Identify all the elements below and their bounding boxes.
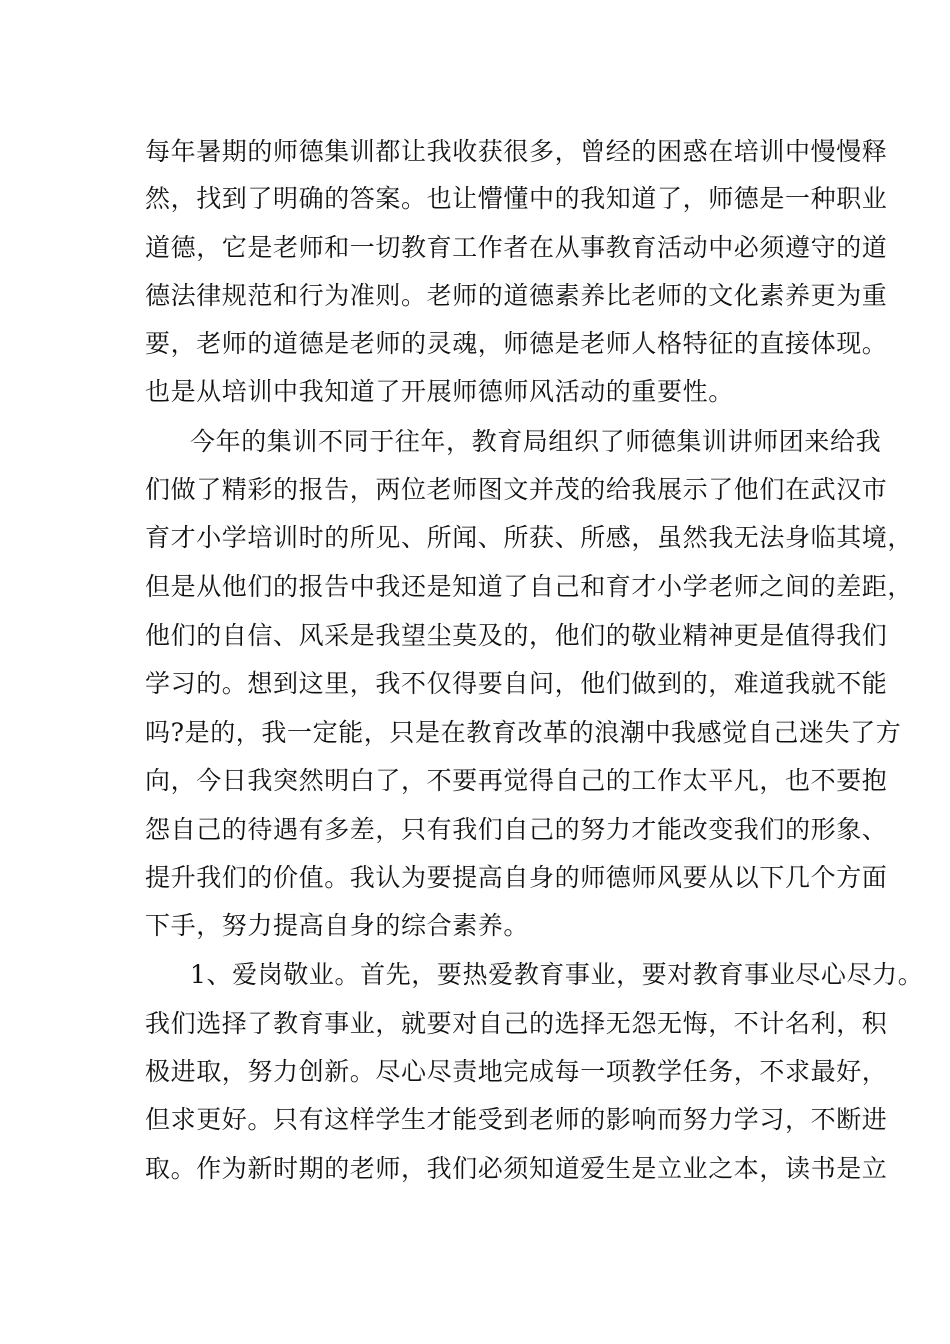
- text-line: 取。作为新时期的老师，我们必须知道爱生是立业之本，读书是立: [145, 1154, 888, 1183]
- paragraph-first-line: 1、爱岗敬业。首先，要热爱教育事业，要对教育事业尽心尽力。: [190, 960, 924, 989]
- text-line: 育才小学培训时的所见、所闻、所获、所感，虽然我无法身临其境，: [145, 523, 914, 552]
- text-line: 但求更好。只有这样学生才能受到老师的影响而努力学习，不断进: [145, 1105, 888, 1134]
- text-line: 也是从培训中我知道了开展师德师风活动的重要性。: [145, 377, 734, 406]
- text-line: 提升我们的价值。我认为要提高自身的师德师风要从以下几个方面: [145, 863, 888, 892]
- text-line: 然，找到了明确的答案。也让懵懂中的我知道了，师德是一种职业: [145, 184, 888, 213]
- text-line: 极进取，努力创新。尽心尽责地完成每一项教学任务，不求最好，: [145, 1057, 888, 1086]
- text-line: 要，老师的道德是老师的灵魂，师德是老师人格特征的直接体现。: [145, 329, 888, 358]
- text-line: 他们的自信、风采是我望尘莫及的，他们的敬业精神更是值得我们: [145, 621, 888, 650]
- text-line: 学习的。想到这里，我不仅得要自问，他们做到的，难道我就不能: [145, 669, 888, 698]
- text-line: 吗?是的，我一定能，只是在教育改革的浪潮中我感觉自己迷失了方: [145, 718, 902, 747]
- text-line: 我们选择了教育事业，就要对自己的选择无怨无悔，不计名利，积: [145, 1009, 888, 1038]
- text-line: 每年暑期的师德集训都让我收获很多，曾经的困惑在培训中慢慢释: [145, 137, 888, 166]
- text-line: 怨自己的待遇有多差，只有我们自己的努力才能改变我们的形象、: [145, 815, 888, 844]
- text-line: 德法律规范和行为准则。老师的道德素养比老师的文化素养更为重: [145, 281, 888, 310]
- text-line: 下手，努力提高自身的综合素养。: [145, 911, 530, 940]
- text-line: 但是从他们的报告中我还是知道了自己和育才小学老师之间的差距，: [145, 572, 914, 601]
- paragraph-first-line: 今年的集训不同于往年，教育局组织了师德集训讲师团来给我: [190, 427, 882, 456]
- text-line: 们做了精彩的报告，两位老师图文并茂的给我展示了他们在武汉市: [145, 475, 888, 504]
- text-line: 向，今日我突然明白了，不要再觉得自己的工作太平凡，也不要抱: [145, 766, 888, 795]
- text-line: 道德，它是老师和一切教育工作者在从事教育活动中必须遵守的道: [145, 233, 888, 262]
